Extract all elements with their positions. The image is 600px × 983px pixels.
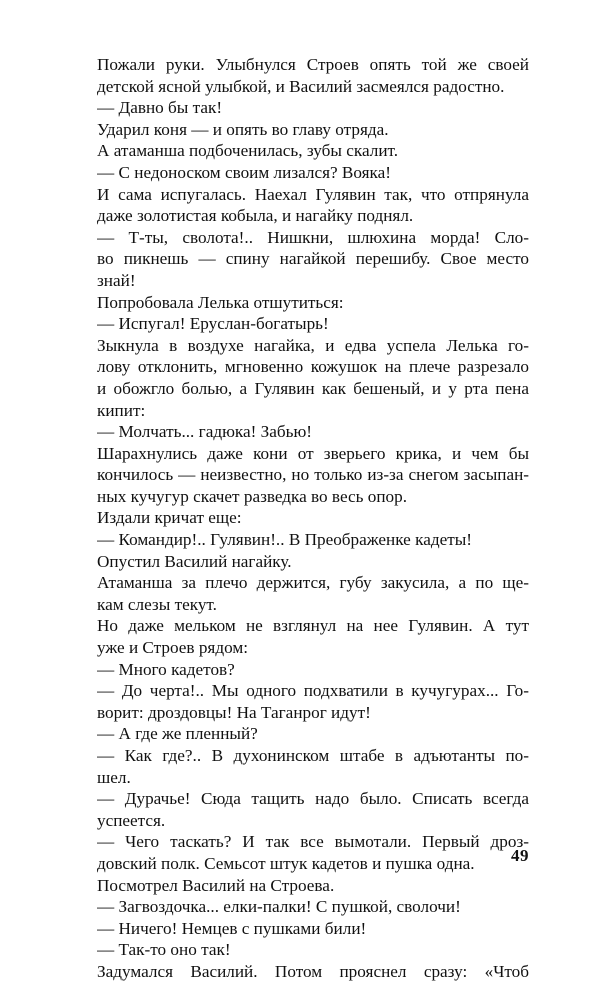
text-line: — С недоноском своим лизался? Вояка! [97, 162, 391, 182]
body-text [97, 54, 529, 983]
text-line: Задумался Василий. Потом прояснел сразу: «Чтоб [97, 961, 529, 981]
text-line: и обожгло болью, а Гулявин как бешеный, и у рта пена [97, 378, 529, 398]
text-line: детской ясной улыбкой, и Василий засмеялся радостно. [97, 76, 505, 96]
text-line: даже золотистая кобыла, и нагайку поднял. [97, 206, 414, 226]
text-line: Но даже мельком не взглянул на нее Гулявин. А тут [97, 616, 529, 636]
text-line: довский полк. Семьсот штук кадетов и пушка одна. [97, 853, 475, 873]
text-line: кипит: [97, 400, 146, 420]
text-line: — Чего таскать? И так все вымотали. Первый дроз- [97, 832, 529, 852]
text-line: — Давно бы так! [97, 98, 223, 118]
text-line: А атаманша подбоченилась, зубы скалит. [97, 141, 399, 161]
text-line: Зыкнула в воздухе нагайка, и едва успела Лелька го- [97, 335, 529, 355]
text-line: уже и Строев рядом: [97, 638, 248, 658]
text-line: — А где же пленный? [97, 724, 258, 744]
text-line: кам слезы текут. [97, 594, 217, 614]
text-line: — До черта!.. Мы одного подхватили в кучугурах... Го- [97, 681, 529, 701]
text-line: — Как где?.. В духонинском штабе в адъютанты по- [97, 746, 529, 765]
text-line: Шарахнулись даже кони от зверьего крика, и чем бы [97, 443, 529, 463]
text-line: кончилось — неизвестно, но только из-за снегом засыпан- [97, 465, 529, 485]
text-line: Посмотрел Василий на Строева. [97, 875, 335, 895]
text-line: — Командир!.. Гулявин!.. В Преображенке кадеты! [97, 530, 472, 550]
text-line: — Дурачье! Сюда тащить надо было. Списать всегда [97, 789, 529, 809]
text-line: — Молчать... гадюка! Забью! [97, 422, 313, 442]
text-line: ных кучугур скачет разведка во весь опор. [97, 486, 408, 506]
text-line: Опустил Василий нагайку. [97, 551, 292, 571]
page-number: 49 [511, 846, 529, 865]
text-line: И сама испугалась. Наехал Гулявин так, что отпрянула [97, 184, 529, 204]
text-line: Попробовала Лелька отшутиться: [97, 292, 344, 312]
text-line: шел. [97, 767, 131, 787]
text-line: — Т-ты, сволота!.. Нишкни, шлюхина морда! Сло- [97, 227, 529, 247]
text-line: успеется. [97, 810, 166, 830]
text-line: — Так-то оно так! [97, 940, 231, 960]
text-line: — Ничего! Немцев с пушками били! [97, 918, 367, 938]
text-line: Ударил коня — и опять во главу отряда. [97, 119, 389, 139]
text-line: Атаманша за плечо держится, губу закусила, а по ще- [97, 573, 529, 593]
text-line: — Загвоздочка... елки-палки! С пушкой, сволочи! [97, 897, 461, 917]
text-line: — Испугал! Еруслан-богатырь! [97, 314, 329, 334]
text-line: лову отклонить, мгновенно кожушок на плече разрезало [97, 357, 529, 377]
text-line: во пикнешь — спину нагайкой перешибу. Свое место [97, 249, 529, 269]
text-line: Пожали руки. Улыбнулся Строев опять той же своей [97, 55, 529, 74]
text-line: ворит: дроздовцы! На Таганрог идут! [97, 702, 371, 722]
text-line: Издали кричат еще: [97, 508, 242, 528]
text-line: знай! [97, 270, 136, 290]
text-line: — Много кадетов? [97, 659, 235, 679]
